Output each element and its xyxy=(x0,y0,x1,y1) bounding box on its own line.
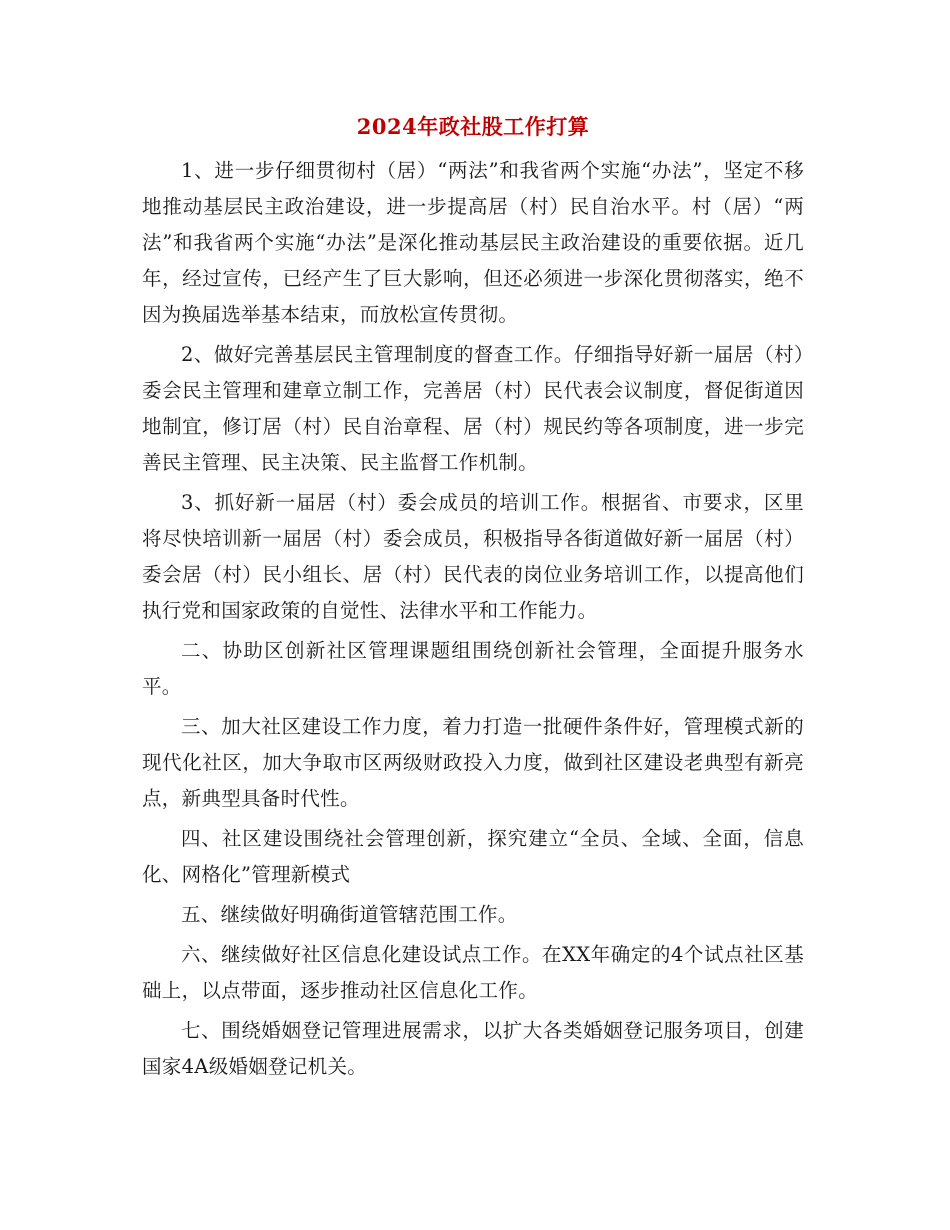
paragraph-4: 二、协助区创新社区管理课题组围绕创新社会管理，全面提升服务水平。 xyxy=(142,639,804,698)
paragraph-5: 三、加大社区建设工作力度，着力打造一批硬件条件好，管理模式新的现代化社区，加大争取市区两级财政投入力度，做到社区建设老典型有新亮点，新典型具备时代性。 xyxy=(142,715,804,810)
paragraph-8: 六、继续做好社区信息化建设试点工作。在XX年确定的4个试点社区基础上，以点带面，逐步推动社区信息化工作。 xyxy=(142,943,804,1002)
document-page xyxy=(142,112,804,1089)
paragraph-9: 七、围绕婚姻登记管理进展需求，以扩大各类婚姻登记服务项目，创建国家4A级婚姻登记机关。 xyxy=(142,1019,804,1078)
paragraph-2: 2、做好完善基层民主管理制度的督查工作。仔细指导好新一届居（村）委会民主管理和建章立制工作，完善居（村）民代表会议制度，督促街道因地制宜，修订居（村）民自治章程、居（村）规民约等各项制度，进一步完善民主管理、民主决策、民主监督工作机制。 xyxy=(142,343,804,474)
paragraph-3: 3、抓好新一届居（村）委会成员的培训工作。根据省、市要求，区里将尽快培训新一届居（村）委会成员，积极指导各街道做好新一届居（村）委会居（村）民小组长、居（村）民代表的岗位业务培训工作，以提高他们执行党和国家政策的自觉性、法律水平和工作能力。 xyxy=(142,491,804,622)
paragraph-1: 1、进一步仔细贯彻村（居）“两法”和我省两个实施“办法”，坚定不移地推动基层民主政治建设，进一步提高居（村）民自治水平。村（居）“两法”和我省两个实施“办法”是深化推动基层民主政治建设的重要依据。近几年，经过宣传，已经产生了巨大影响，但还必须进一步深化贯彻落实，绝不因为换届选举基本结束，而放松宣传贯彻。 xyxy=(142,159,804,326)
paragraph-6: 四、社区建设围绕社会管理创新，探究建立“全员、全域、全面，信息化、网格化”管理新模式 xyxy=(142,827,804,886)
document-title: 2024年政社股工作打算 xyxy=(356,114,590,139)
paragraph-7: 五、继续做好明确街道管辖范围工作。 xyxy=(181,903,518,926)
